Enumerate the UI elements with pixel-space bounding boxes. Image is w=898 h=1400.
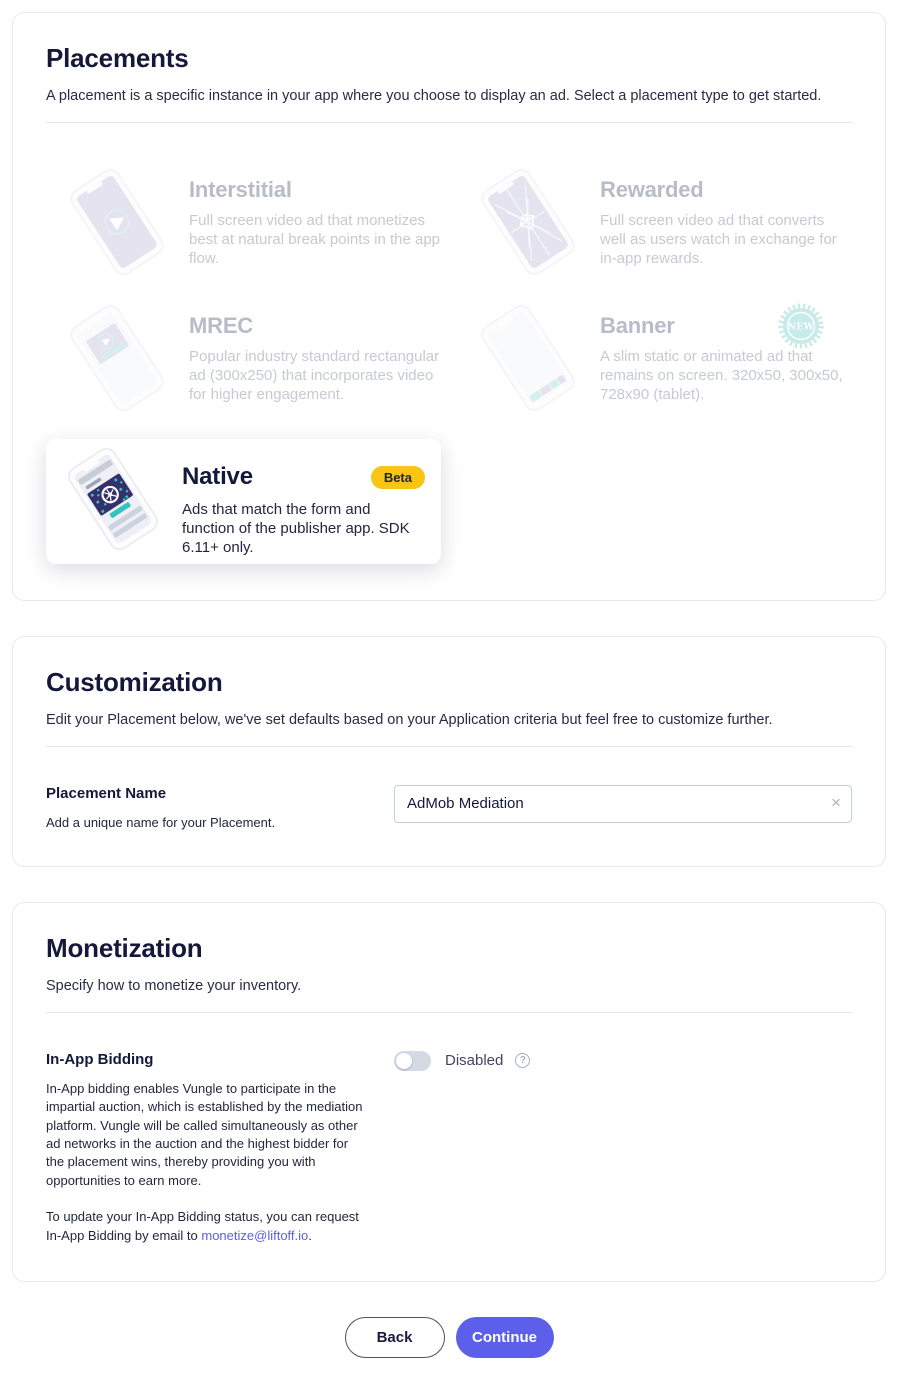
banner-phone-icon xyxy=(472,303,584,413)
beta-badge: Beta xyxy=(371,466,425,489)
continue-button[interactable]: Continue xyxy=(456,1317,554,1358)
native-text xyxy=(182,445,425,558)
new-badge xyxy=(778,303,824,349)
rewarded-phone-icon xyxy=(472,167,584,277)
placement-name-input-wrap xyxy=(394,785,852,823)
in-app-bidding-description: In-App bidding enables Vungle to participate in the impartial auction, which is established by the mediation platform. Vungle will be called simultaneously as other ad networks in the auction and the highest bidder for the placement wins, thereby providing you with opportunities to earn more. xyxy=(46,1080,363,1188)
customization-description: Edit your Placement below, we've set defaults based on your Application criteria but feel free to customize further. xyxy=(46,711,773,728)
monetization-description: Specify how to monetize your inventory. xyxy=(46,977,302,994)
request-text-before: To update your In-App Bidding status, you can request In-App Bidding by email to xyxy=(46,1209,359,1243)
customization-divider xyxy=(46,746,852,747)
mrec-title: MREC xyxy=(189,313,253,338)
placements-description: A placement is a specific instance in your app where you choose to display an ad. Select a placement type to get started. xyxy=(46,88,822,104)
request-text-after: . xyxy=(308,1227,312,1243)
clear-input-icon[interactable]: × xyxy=(831,792,841,812)
interstitial-text xyxy=(189,167,441,277)
interstitial-description: Full screen video ad that monetizes best at natural break points in the app flow. xyxy=(189,212,441,267)
svg-text:NEW: NEW xyxy=(787,322,815,333)
in-app-bidding-toggle-row xyxy=(394,1051,852,1071)
in-app-bidding-state: Disabled xyxy=(445,1052,504,1070)
monetization-title: Monetization xyxy=(46,932,203,963)
placements-title: Placements xyxy=(46,43,189,73)
banner-title: Banner xyxy=(600,313,675,338)
native-title: Native xyxy=(182,463,253,490)
in-app-bidding-toggle[interactable] xyxy=(394,1051,431,1071)
placement-name-label: Placement Name xyxy=(46,784,167,802)
placement-name-left xyxy=(46,785,394,830)
rewarded-description: Full screen video ad that converts well as users watch in exchange for in-app rewards. xyxy=(600,212,837,267)
in-app-bidding-row xyxy=(46,1051,852,1246)
monetization-card xyxy=(12,902,886,1283)
placement-type-grid xyxy=(46,167,852,564)
in-app-bidding-request xyxy=(46,1208,364,1245)
mrec-description: Popular industry standard rectangular ad (300x250) that incorporates video for higher engagement. xyxy=(189,348,440,403)
customization-card xyxy=(12,636,886,867)
banner-description: A slim static or animated ad that remains on screen. 320x50, 300x50, 728x90 (tablet). xyxy=(600,348,843,403)
placement-type-native[interactable] xyxy=(46,439,441,564)
customization-title: Customization xyxy=(46,666,223,697)
in-app-bidding-left xyxy=(46,1051,394,1246)
in-app-bidding-right xyxy=(394,1051,852,1246)
monetize-email-link[interactable]: monetize@liftoff.io xyxy=(201,1227,309,1243)
placements-divider xyxy=(46,122,852,123)
placement-type-mrec[interactable] xyxy=(46,303,441,413)
placement-type-banner[interactable] xyxy=(457,303,852,413)
mrec-text xyxy=(189,303,441,413)
toggle-knob xyxy=(396,1053,412,1069)
mrec-phone-icon xyxy=(61,303,173,413)
native-title-row xyxy=(182,463,425,491)
placements-card xyxy=(12,12,886,601)
placement-name-row xyxy=(46,785,852,830)
native-description: Ads that match the form and function of the publisher app. SDK 6.11+ only. xyxy=(182,501,410,556)
rewarded-title: Rewarded xyxy=(600,177,704,202)
rewarded-text xyxy=(600,167,852,277)
placement-type-interstitial[interactable] xyxy=(46,167,441,277)
placement-name-help: Add a unique name for your Placement. xyxy=(46,814,276,830)
monetization-divider xyxy=(46,1012,852,1013)
placement-type-rewarded[interactable] xyxy=(457,167,852,277)
in-app-bidding-label: In-App Bidding xyxy=(46,1050,154,1068)
interstitial-title: Interstitial xyxy=(189,177,292,202)
interstitial-phone-icon xyxy=(61,167,173,277)
placement-name-input[interactable] xyxy=(394,785,852,823)
back-button[interactable]: Back xyxy=(345,1317,445,1358)
native-phone-icon xyxy=(58,445,168,553)
placement-name-right xyxy=(394,785,852,830)
help-icon[interactable]: ? xyxy=(515,1053,530,1068)
footer-actions xyxy=(12,1317,886,1358)
